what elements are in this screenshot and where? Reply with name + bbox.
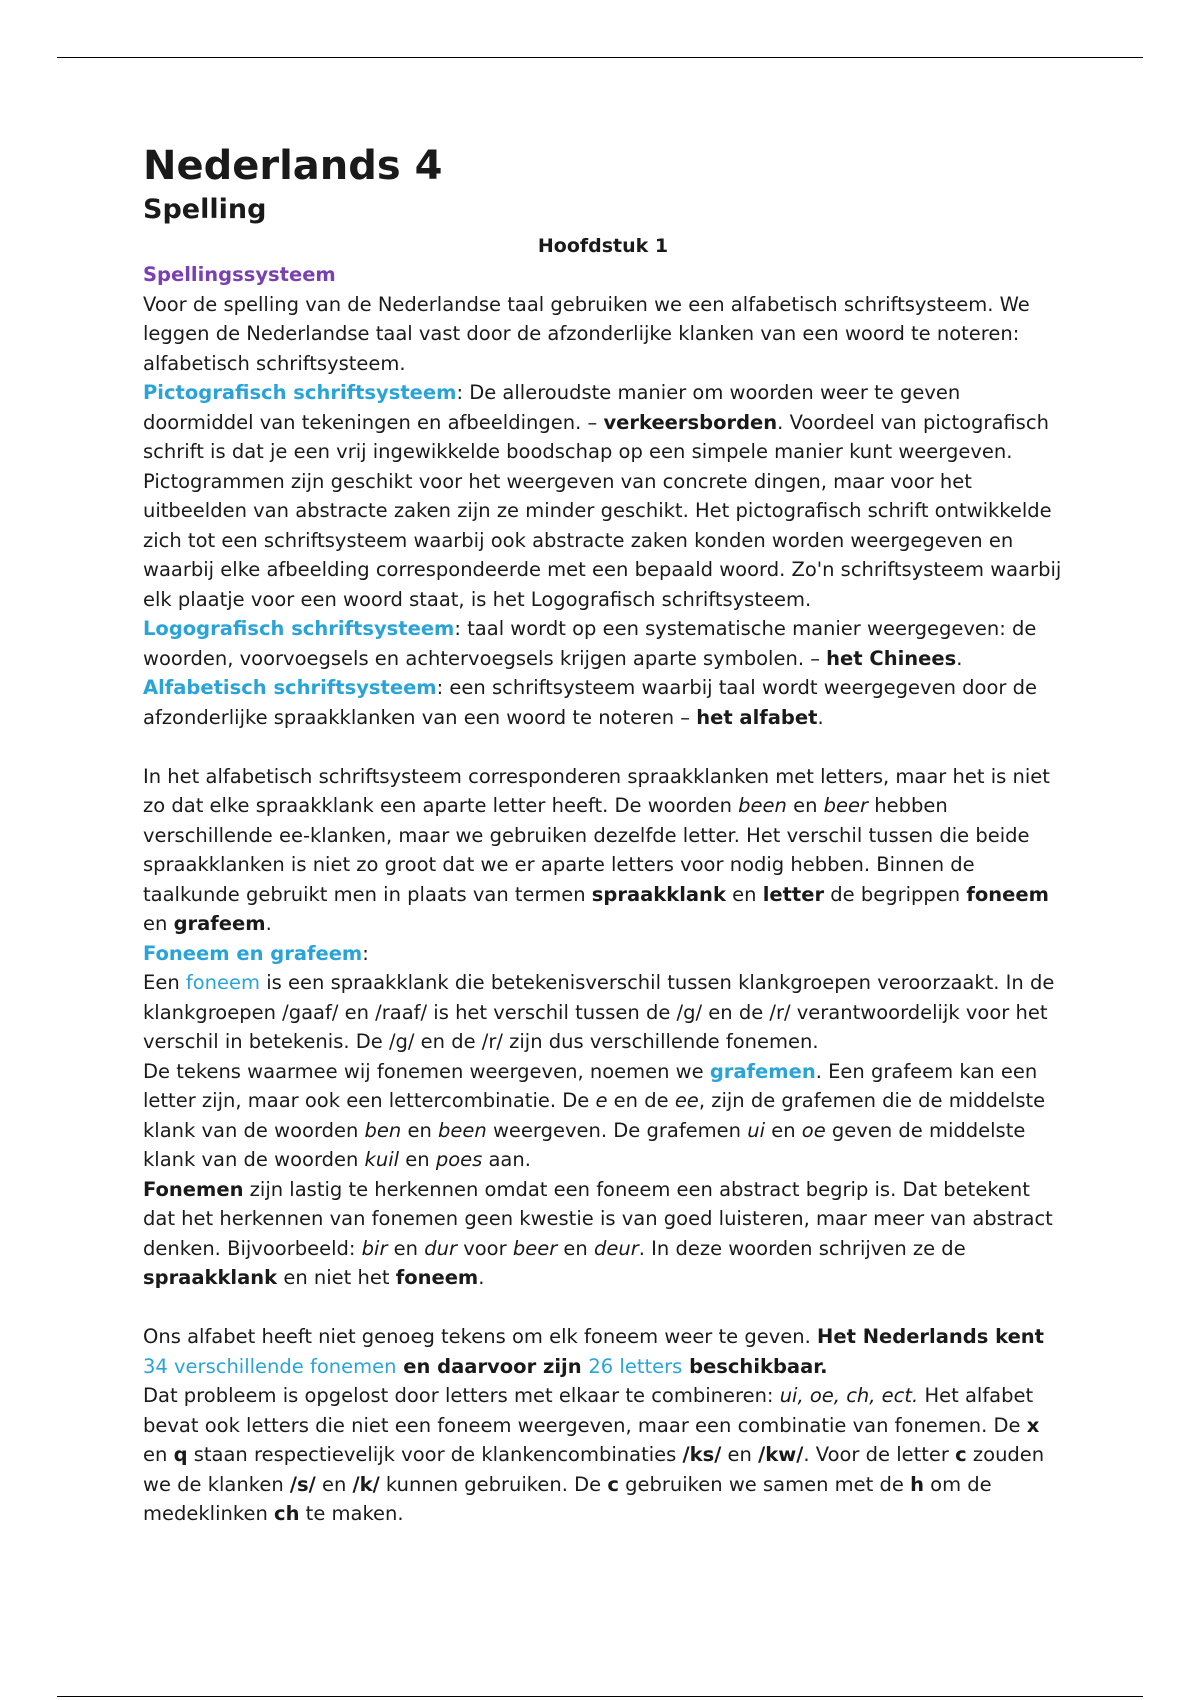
italic-fragment: beer (823, 794, 869, 817)
italic-fragment: e (595, 1089, 608, 1112)
text-fragment: en (557, 1236, 594, 1260)
text-fragment: zouden we de klanken (143, 1443, 1045, 1496)
footer-rule (57, 1696, 1143, 1697)
text-fragment: gebruiken we samen met de (618, 1472, 911, 1496)
text-fragment: geven de middelste klank van de woorden (143, 1118, 1026, 1171)
text-fragment: De tekens waarmee wij fonemen weergeven, noemen we (143, 1059, 710, 1083)
highlight-34-fonemen: 34 verschillende fonemen (143, 1354, 397, 1378)
italic-fragment: bir (361, 1236, 388, 1260)
text-fragment: Ons alfabet heeft niet genoeg tekens om elk foneem weer te geven. (143, 1325, 818, 1348)
paragraph-grafemen (143, 1057, 1063, 1175)
text-fragment: en (721, 1443, 759, 1466)
text-fragment: Dat probleem is opgelost door letters met elkaar te combineren: (143, 1384, 780, 1407)
text-fragment: Het alfabet bevat ook letters die niet een foneem weergeven, maar een combinatie van fonemen. De (143, 1384, 1034, 1437)
paragraph-combineren (143, 1381, 1063, 1529)
bold-fragment: spraakklank (143, 1266, 278, 1289)
bold-fragment: ch (274, 1502, 300, 1525)
text-fragment: . (265, 912, 272, 935)
italic-fragment: kuil (364, 1148, 400, 1171)
text-fragment: . In deze woorden schrijven ze de (638, 1236, 966, 1260)
italic-fragment: dur (424, 1236, 458, 1260)
text-fragment: Een (143, 971, 186, 994)
italic-fragment: oe (801, 1118, 826, 1142)
italic-fragment: beer (512, 1236, 558, 1260)
text-fragment: weergeven. De grafemen (486, 1118, 748, 1142)
text-fragment: kunnen gebruiken. De (379, 1472, 608, 1496)
text-fragment: staan respectievelijk voor de klankencombinaties (187, 1443, 683, 1466)
bold-fragment: x (1026, 1413, 1040, 1437)
bold-fragment: het Chinees (826, 646, 957, 670)
text-fragment: en (725, 882, 763, 906)
bold-fragment: spraakklank (591, 882, 726, 906)
text-fragment: en de (607, 1089, 675, 1112)
highlight-26-letters: 26 letters (588, 1354, 683, 1378)
bold-fragment: en daarvoor zijn (396, 1354, 589, 1378)
text-fragment: hebben verschillende ee-klanken, maar we gebruiken dezelfde letter. Het verschil tussen die beide spraakklanken is niet zo groot dat we er aparte letters voor nodig hebben. Binnen de taalkunde gebruikt men in plaats van termen (143, 794, 1030, 906)
text-fragment: en (143, 912, 174, 935)
text-fragment: aan. (482, 1148, 531, 1171)
bold-fragment: beschikbaar. (682, 1354, 828, 1378)
text-fragment: . (478, 1266, 485, 1289)
paragraph-logografisch (143, 614, 1063, 673)
text-fragment: . (956, 646, 963, 670)
section-heading: Spellingssysteem (143, 263, 336, 286)
text-fragment: te maken. (299, 1502, 404, 1525)
document-subtitle: Spelling (143, 194, 267, 225)
text-fragment: en (315, 1472, 353, 1496)
text-fragment: zijn lastig te herkennen omdat een foneem een abstract begrip is. Dat betekent dat het herkennen van fonemen geen kwestie is van goed luisteren, maar meer van abstract denken. Bijvoorbeeld: (143, 1177, 1053, 1260)
italic-fragment: deur (594, 1236, 639, 1260)
italic-fragment: ben (364, 1118, 402, 1142)
text-fragment: . (817, 705, 824, 729)
text-fragment: en (765, 1118, 802, 1142)
bold-fragment: foneem (966, 882, 1049, 906)
text-fragment: : De alleroudste manier om woorden weer te geven doormiddel van tekeningen en afbeeldingen. – (143, 381, 961, 434)
paragraph-intro: Voor de spelling van de Nederlandse taal gebruiken we een alfabetisch schriftsysteem. We leggen de Nederlandse taal vast door de afzonderlijke klanken van een woord te noteren: alfabetisch schriftsysteem. (143, 292, 1030, 375)
bold-fragment: het alfabet (696, 705, 818, 729)
bold-fragment: foneem (395, 1266, 479, 1289)
text-fragment: de begrippen (824, 882, 967, 906)
italic-fragment: ui (747, 1118, 766, 1142)
text-fragment: , zijn de grafemen die de middelste klank van de woorden (143, 1089, 1046, 1142)
term-pictografisch: Pictografisch schriftsysteem (143, 381, 457, 404)
paragraph-pictografisch (143, 378, 1063, 614)
italic-fragment: ee (674, 1089, 699, 1112)
bold-fragment: h (910, 1472, 924, 1496)
term-logografisch: Logografisch schriftsysteem (143, 617, 455, 640)
text-fragment: en (143, 1443, 174, 1466)
text-fragment: en (401, 1118, 439, 1142)
text-fragment: om de medeklinken (143, 1472, 992, 1525)
bold-fragment: c (955, 1443, 967, 1466)
paragraph-foneem (143, 968, 1063, 1057)
text-fragment: en niet het (277, 1266, 396, 1289)
document-title: Nederlands 4 (143, 143, 443, 189)
bold-fragment: Fonemen (143, 1177, 244, 1201)
term-alfabetisch: Alfabetisch schriftsysteem (143, 676, 437, 699)
paragraph-spraakklanken (143, 762, 1063, 939)
header-rule (57, 57, 1143, 58)
text-fragment: : een schriftsysteem waarbij taal wordt weergegeven door de afzonderlijke spraakklanken van een woord te noteren – (143, 676, 1037, 729)
chapter-heading: Hoofdstuk 1 (537, 235, 669, 257)
term-grafemen: grafemen (709, 1059, 816, 1083)
bold-fragment: Het Nederlands kent (817, 1325, 1045, 1348)
text-fragment: is een spraakklank die betekenisverschil tussen klankgroepen veroorzaakt. In de klankgroepen /gaaf/ en /raaf/ is het verschil tussen de /g/ en de /r/ verantwoordelijk voor het verschil in betekenis. De /g/ en de /r/ zijn dus verschillende fonemen. (143, 971, 1055, 1053)
bold-fragment: grafeem (173, 912, 266, 935)
text-fragment: In het alfabetisch schriftsysteem corresponderen spraakklanken met letters, maar het is niet zo dat elke spraakklank een aparte letter heeft. De woorden (143, 764, 1050, 817)
italic-fragment: been (738, 794, 787, 817)
bold-fragment: /s/ (289, 1472, 316, 1496)
text-fragment: voor (457, 1236, 513, 1260)
bold-fragment: verkeersborden (603, 410, 778, 434)
bold-fragment: /ks/ (682, 1443, 722, 1466)
italic-fragment: ui, oe, ch, ect. (779, 1384, 919, 1407)
bold-fragment: q (173, 1443, 188, 1466)
document-body (143, 140, 1063, 1529)
term-foneem: foneem (185, 971, 261, 994)
italic-fragment: poes (435, 1148, 483, 1171)
bold-fragment: c (607, 1472, 619, 1496)
paragraph-fonemen-lastig (143, 1175, 1063, 1293)
paragraph-alfabetisch (143, 673, 1063, 732)
italic-fragment: been (438, 1118, 487, 1142)
term-foneem-grafeem: Foneem en grafeem (143, 941, 363, 965)
text-fragment: en (786, 794, 824, 817)
text-fragment: en (399, 1148, 436, 1171)
paragraph-alfabet-tekens (143, 1322, 1063, 1381)
text-fragment: : (362, 941, 369, 965)
text-fragment: . Voor de letter (803, 1443, 956, 1466)
bold-fragment: /kw/ (758, 1443, 804, 1466)
bold-fragment: /k/ (352, 1472, 380, 1496)
text-fragment: . Voordeel van pictografisch schrift is dat je een vrij ingewikkelde boodschap op een simpele manier kunt weergeven. Pictogrammen zijn geschikt voor het weergeven van concrete dingen, maar voor het uitbeelden van abstracte zaken zijn ze minder geschikt. Het pictografisch schrift ontwikkelde zich tot een schriftsysteem waarbij ook abstracte zaken konden worden weergegeven en waarbij elke afbeelding correspondeerde met een bepaald woord. Zo'n schriftsysteem waarbij elk plaatje voor een woord staat, is het Logografisch schriftsysteem. (143, 410, 1062, 611)
text-fragment: en (387, 1236, 425, 1260)
text-fragment: . Een grafeem kan een letter zijn, maar ook een lettercombinatie. De (143, 1059, 1038, 1112)
bold-fragment: letter (762, 882, 825, 906)
heading-foneem-grafeem (143, 939, 1063, 969)
text-fragment: : taal wordt op een systematische manier weergegeven: de woorden, voorvoegsels en achtervoegsels krijgen aparte symbolen. – (143, 617, 1037, 670)
